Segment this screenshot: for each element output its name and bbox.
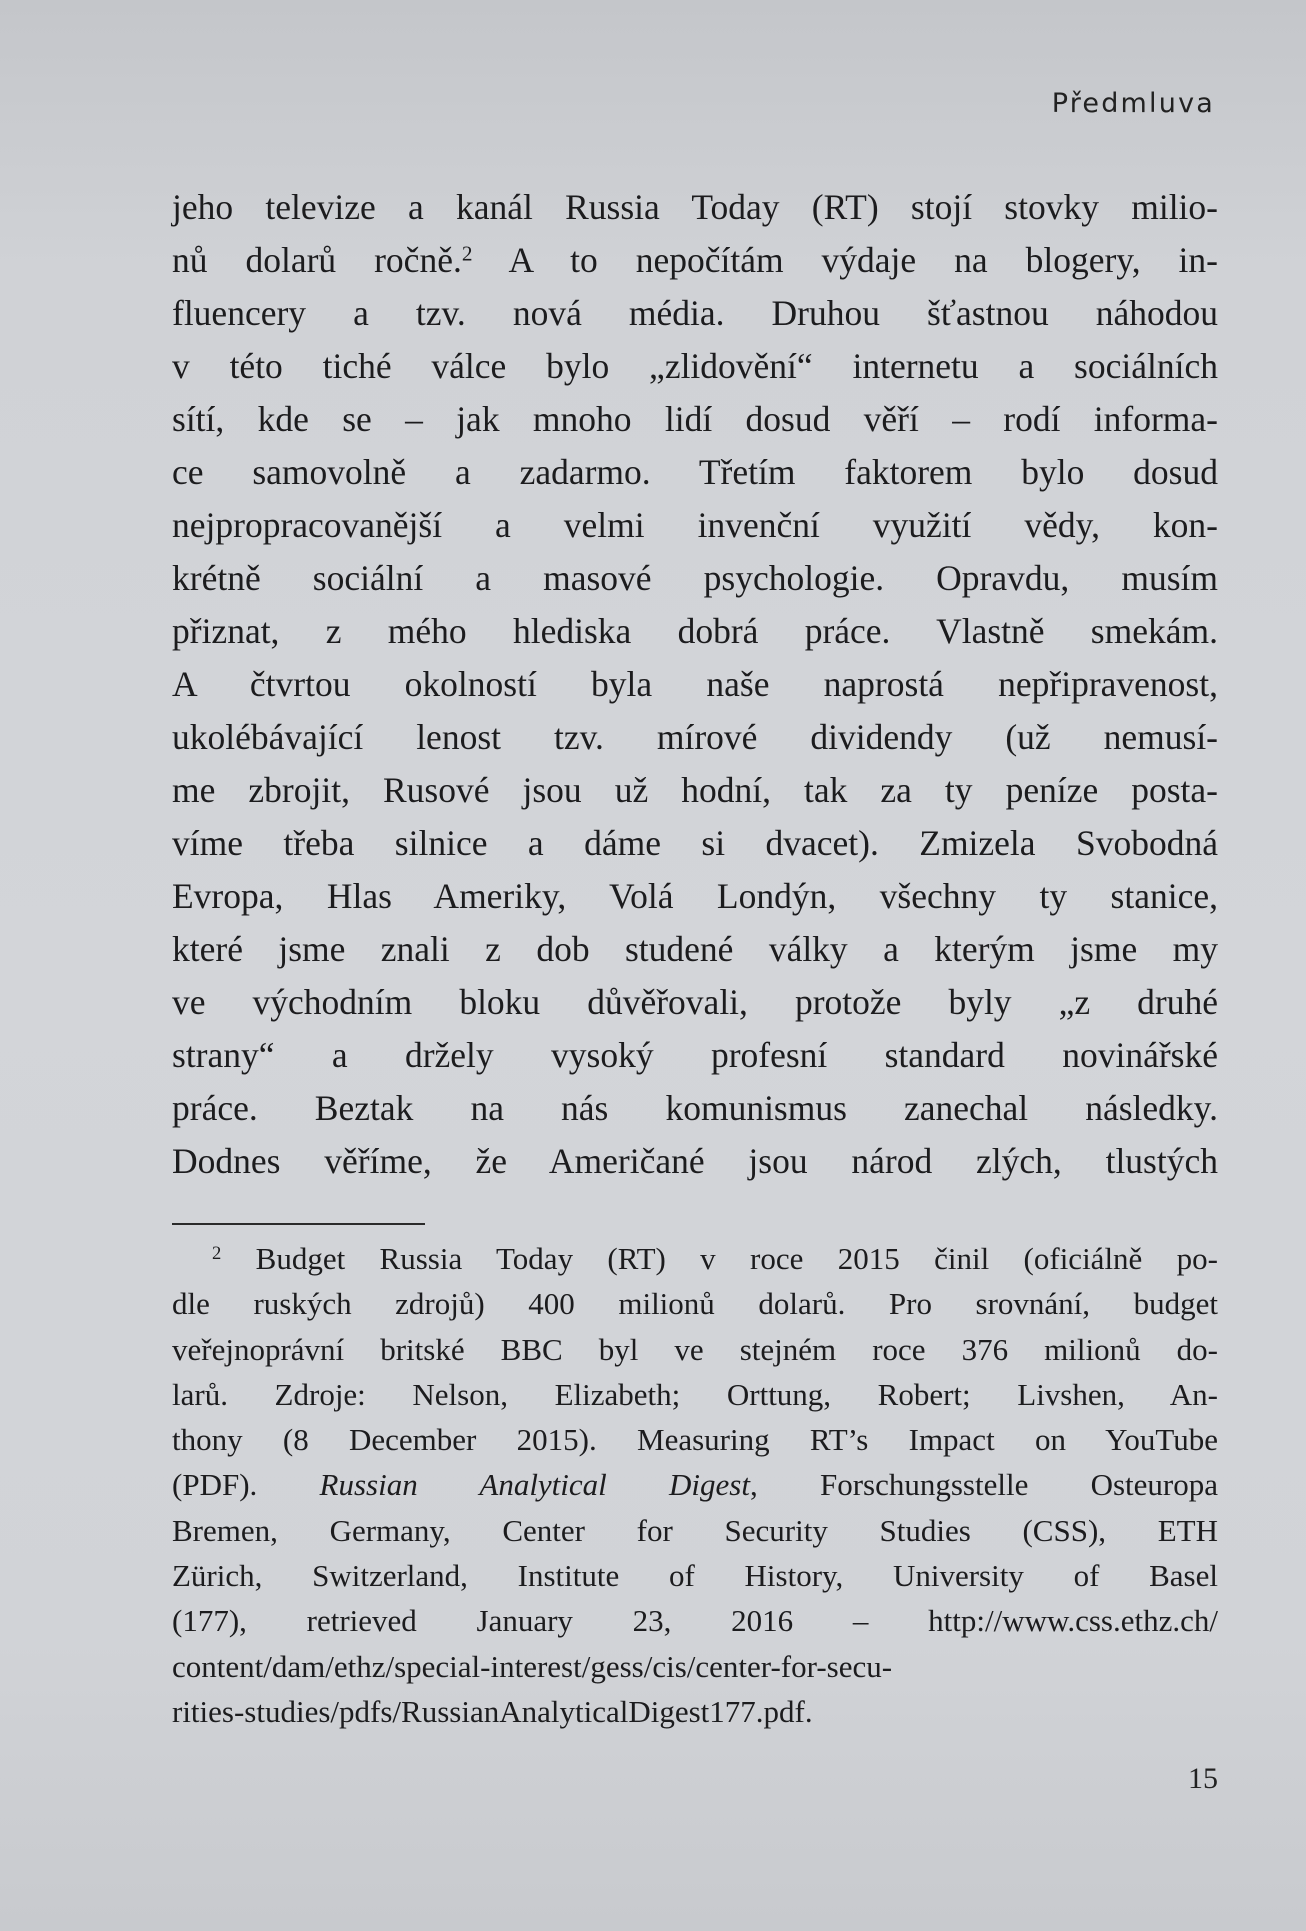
footnote-line: (177), retrieved January 23, 2016 – http://www.css.ethz.ch/	[172, 1603, 1218, 1639]
footnote-line: veřejnoprávní britské BBC byl ve stejném roce 376 milionů do-	[172, 1331, 1218, 1367]
footnote-line: $^2$ Budget Russia Today (RT) v roce 2015 činil (oficiálně po-	[212, 1241, 1218, 1276]
body-line: me zbrojit, Rusové jsou už hodní, tak za ty peníze posta-	[172, 770, 1218, 810]
footnote-marker: 2	[212, 1242, 222, 1264]
body-line: A čtvrtou okolností byla naše naprostá nepřipravenost,	[172, 664, 1218, 704]
body-line: jeho televize a kanál Russia Today (RT) stojí stovky milio-	[172, 187, 1218, 227]
footnote-line: thony (8 December 2015). Measuring RT’s Impact on YouTube	[172, 1422, 1218, 1458]
footnote-line: larů. Zdroje: Nelson, Elizabeth; Orttung, Robert; Livshen, An-	[172, 1376, 1218, 1412]
body-line: krétně sociální a masové psychologie. Opravdu, musím	[172, 558, 1218, 598]
body-line: v této tiché válce bylo „zlidovění“ internetu a sociálních	[172, 346, 1218, 386]
footnote-reference[interactable]: 2	[461, 241, 473, 266]
footnote	[172, 1236, 1218, 1734]
body-line: nejpropracovanější a velmi invenční využití vědy, kon-	[172, 505, 1218, 545]
footnote-line: Bremen, Germany, Center for Security Studies (CSS), ETH	[172, 1512, 1218, 1548]
page-number: 15	[1188, 1762, 1218, 1795]
body-line: ce samovolně a zadarmo. Třetím faktorem bylo dosud	[172, 452, 1218, 492]
footnote-line: (PDF). Russian Analytical Digest, Forschungsstelle Osteuropa	[172, 1467, 1218, 1503]
body-line: přiznat, z mého hlediska dobrá práce. Vlastně smekám.	[172, 611, 1218, 651]
body-line: strany“ a držely vysoký profesní standard novinářské	[172, 1035, 1218, 1075]
body-line: víme třeba silnice a dáme si dvacet). Zmizela Svobodná	[172, 823, 1218, 863]
journal-title: Russian Analytical Digest	[319, 1467, 750, 1503]
footnote-line: Zürich, Switzerland, Institute of History, University of Basel	[172, 1558, 1218, 1594]
footnote-line: rities-studies/pdfs/RussianAnalyticalDigest177.pdf.	[172, 1693, 813, 1729]
body-line: ve východním bloku důvěřovali, protože byly „z druhé	[172, 982, 1218, 1022]
body-line: které jsme znali z dob studené války a kterým jsme my	[172, 929, 1218, 969]
body-line: sítí, kde se – jak mnoho lidí dosud věří – rodí informa-	[172, 399, 1218, 439]
body-line: nů dolarů ročně.$^2$ A to nepočítám výdaje na blogery, in-	[172, 240, 1218, 280]
body-line: fluencery a tzv. nová média. Druhou šťastnou náhodou	[172, 293, 1218, 333]
footnote-line: dle ruských zdrojů) 400 milionů dolarů. Pro srovnání, budget	[172, 1286, 1218, 1322]
footnote-line: content/dam/ethz/special-interest/gess/cis/center-for-secu-	[172, 1648, 893, 1684]
body-line: Evropa, Hlas Ameriky, Volá Londýn, všechny ty stanice,	[172, 876, 1218, 916]
running-head: Předmluva	[1051, 88, 1215, 119]
body-line: ukolébávající lenost tzv. mírové dividendy (už nemusí-	[172, 717, 1218, 757]
body-line: práce. Beztak na nás komunismus zanechal následky.	[172, 1088, 1218, 1128]
footnote-divider	[172, 1223, 425, 1225]
body-line: Dodnes věříme, že Američané jsou národ zlých, tlustých	[172, 1141, 1218, 1181]
body-text	[172, 181, 1218, 1188]
